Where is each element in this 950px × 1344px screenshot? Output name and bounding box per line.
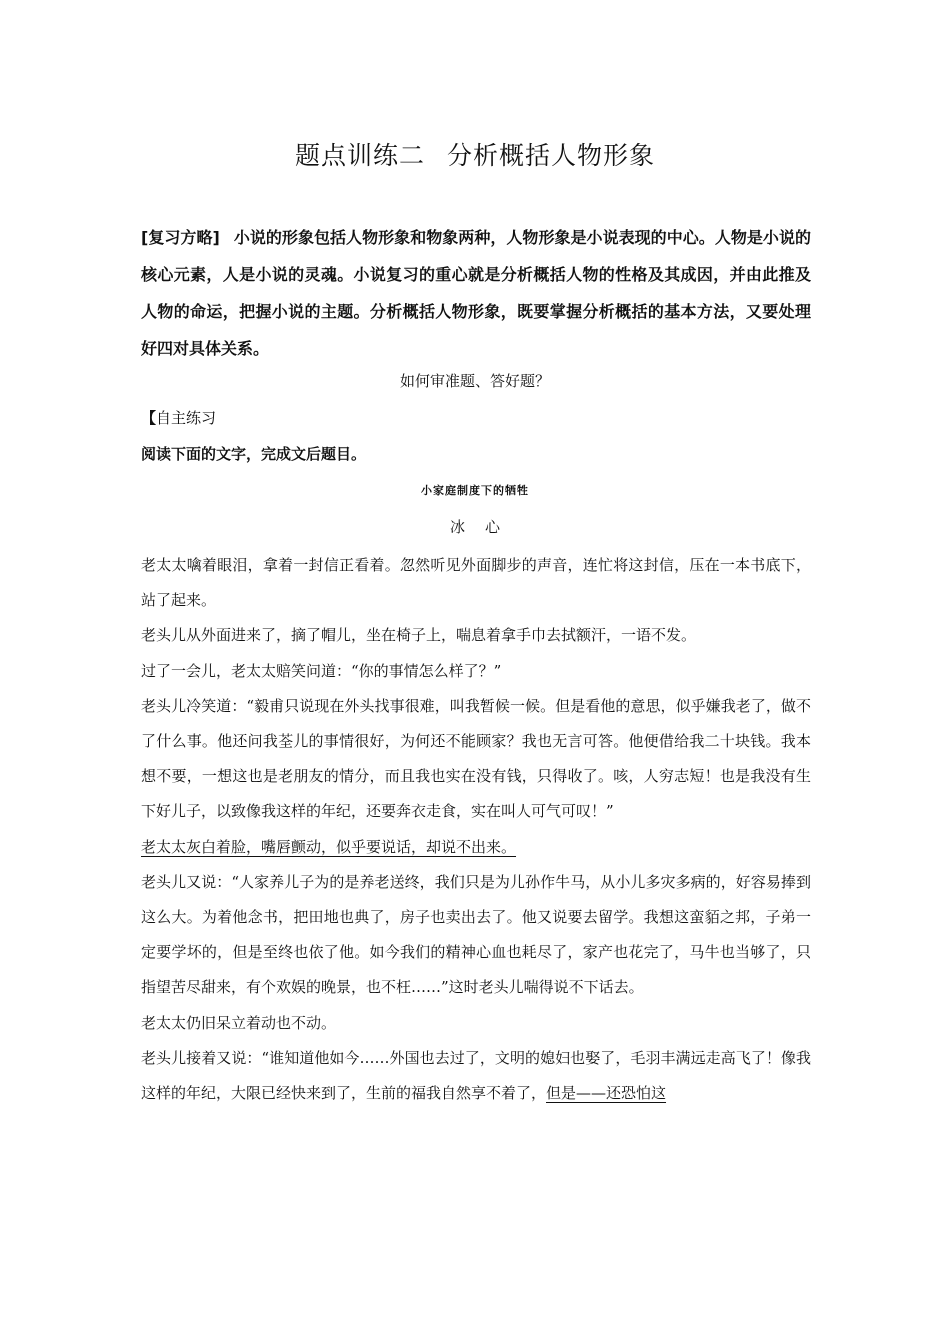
- question-subhead: 如何审准题、答好题？: [399, 372, 550, 390]
- story-paragraph: [141, 1041, 811, 1111]
- story-paragraph: 老头儿又说：“人家养儿子为的是养老送终，我们只是为儿孙作牛马，从小儿多灾多病的，好容易捧到这么大。为着他念书，把田地也典了，房子也卖出去了。他又说要去留学。我想这蛮貊之邦，子弟一定要学坏的，但是至终也依了他。如今我们的精神心血也耗尽了，家产也花完了，马牛也当够了，只指望苦尽甜来，有个欢娱的晚景，也不枉……”这时老头儿喘得说不下话去。: [141, 872, 811, 997]
- page-title: [0, 136, 950, 172]
- underlined-sentence: 老太太灰白着脸，嘴唇颤动，似乎要说话，却说不出来。: [141, 837, 517, 856]
- story-paragraph: 老头儿冷笑道：“毅甫只说现在外头找事很难，叫我暂候一候。但是看他的意思，似乎嫌我老了，做不了什么事。他还问我荃儿的事情很好，为何还不能顾家？我也无言可答。他便借给我二十块钱。我本想不要，一想这也是老朋友的情分，而且我也实在没有钱，只得收了。咳，人穷志短！也是我没有生下好儿子，以致像我这样的年纪，还要奔衣走食，实在叫人可气可叹！”: [141, 696, 811, 821]
- review-strategy-paragraph: [141, 219, 811, 367]
- story-paragraph-underlined: [141, 830, 811, 865]
- section-bracket: 【: [141, 409, 157, 427]
- section-label: 自主练习: [156, 409, 217, 427]
- title-sub: 分析概括人物形象: [447, 141, 656, 170]
- reading-instruction: 阅读下面的文字，完成文后题目。: [141, 445, 367, 463]
- title-main: 题点训练二: [294, 141, 425, 170]
- story-paragraph: 过了一会儿，老太太赔笑问道：“你的事情怎么样了？”: [141, 661, 502, 680]
- story-body: [141, 548, 811, 1111]
- story-paragraph: 老太太仍旧呆立着动也不动。: [141, 1013, 337, 1032]
- story-title: 小家庭制度下的牺牲: [421, 484, 529, 497]
- review-strategy-tag: [复习方略]: [141, 228, 220, 247]
- story-author: 冰心: [449, 518, 520, 536]
- paragraph-text: 老头儿接着又说：“谁知道他如今……外国也去过了，文明的媳妇也娶了，毛羽丰满远走高飞了！像我这样的年纪，大限已经快来到了，生前的福我自然享不着了，: [141, 1048, 811, 1103]
- underlined-fragment: 但是——还恐怕这: [546, 1084, 667, 1103]
- story-paragraph: 老头儿从外面进来了，摘了帽儿，坐在椅子上，喘息着拿手巾去拭额汗，一语不发。: [141, 626, 697, 645]
- section-heading: [141, 407, 811, 428]
- review-strategy-text: 小说的形象包括人物形象和物象两种，人物形象是小说表现的中心。人物是小说的核心元素，人是小说的灵魂。小说复习的重心就是分析概括人物的性格及其成因，并由此推及人物的命运，把握小说的主题。分析概括人物形象，既要掌握分析概括的基本方法，又要处理好四对具体关系。: [141, 228, 811, 358]
- story-paragraph: 老太太噙着眼泪，拿着一封信正看着。忽然听见外面脚步的声音，连忙将这封信，压在一本书底下，站了起来。: [141, 556, 811, 610]
